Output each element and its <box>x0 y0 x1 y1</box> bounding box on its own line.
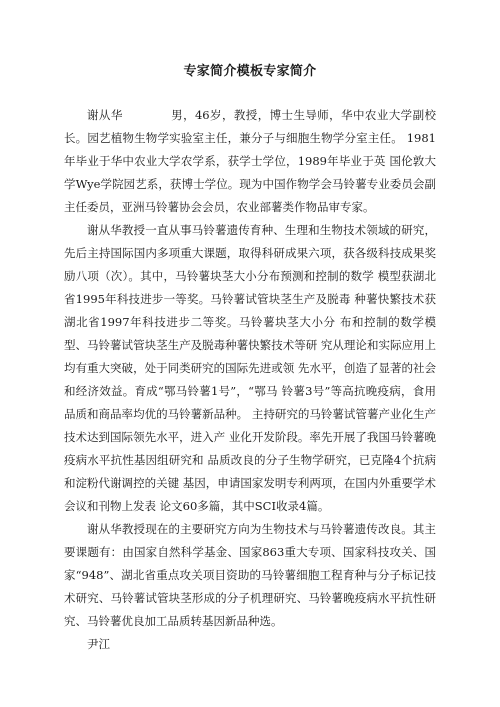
document-body <box>64 104 436 656</box>
expert-name: 谢从华 <box>87 108 123 122</box>
research-directions-paragraph: 谢从华教授现在的主要研究方向为生物技术与马铃薯遗传改良。其主要课题有：由国家自然科学基金、国家863重大专项、国家科技攻关、国家“948”、湖北省重点攻关项目资助的马铃薯细胞工程育种与分子标记技术研究、马铃薯试管块茎形成的分子机理研究、马铃薯晚疫病水平抗性研究、马铃薯优良加工品质转基因新品种选。 <box>64 522 436 628</box>
profile-intro: 男，46岁，教授，博士生导师，华中农业大学副校长。园艺植物生物学实验室主任，兼分子与细胞生物学分室主任。 1981年毕业于华中农业大学农学系，获学士学位，1989年毕业于英 国伦敦大学Wye学院园艺系，获博士学位。现为中国作物学会马铃薯专业委员会副主任委员，亚洲马铃薯协会会员，农业部薯类作物品审专家。 <box>64 108 436 214</box>
research-achievements-paragraph: 谢从华教授一直从事马铃薯遗传育种、生理和生物技术领域的研究，先后主持国际国内多项重大课题，取得科研成果六项，获各级科技成果奖励八项（次）。其中，马铃薯块茎大小分布预测和控制的数学 模型获湖北省1995年科技进步一等奖。马铃薯试管块茎生产及脱毒 种薯快繁技术获湖北省1997年科技进步二等奖。马铃薯块茎大小分 布和控制的数学模型、马铃薯试管块茎生产及脱毒种薯快繁技术等研 究从理论和实际应用上均有重大突破，处于同类研究的国际先进或领 先水平，创造了显著的社会和经济效益。育成“鄂马铃薯1号”，“鄂马 铃薯3号”等高抗晚疫病，食用品质和商品率均优的马铃薯新品种。 主持研究的马铃薯试管薯产业化生产技术达到国际领先水平，进入产 业化开发阶段。率先开展了我国马铃薯晚疫病水平抗性基因组研究和 品质改良的分子生物学研究，已克隆4个抗病和淀粉代谢调控的关键 基因，申请国家发明专利两项，在国内外重要学术会议和刊物上发表 论文60多篇，其中SCI收录4篇。 <box>64 223 436 513</box>
signature: 尹江 <box>87 637 110 651</box>
document-title: 专家简介模板专家简介 <box>183 64 317 79</box>
profile-paragraph <box>64 104 436 219</box>
